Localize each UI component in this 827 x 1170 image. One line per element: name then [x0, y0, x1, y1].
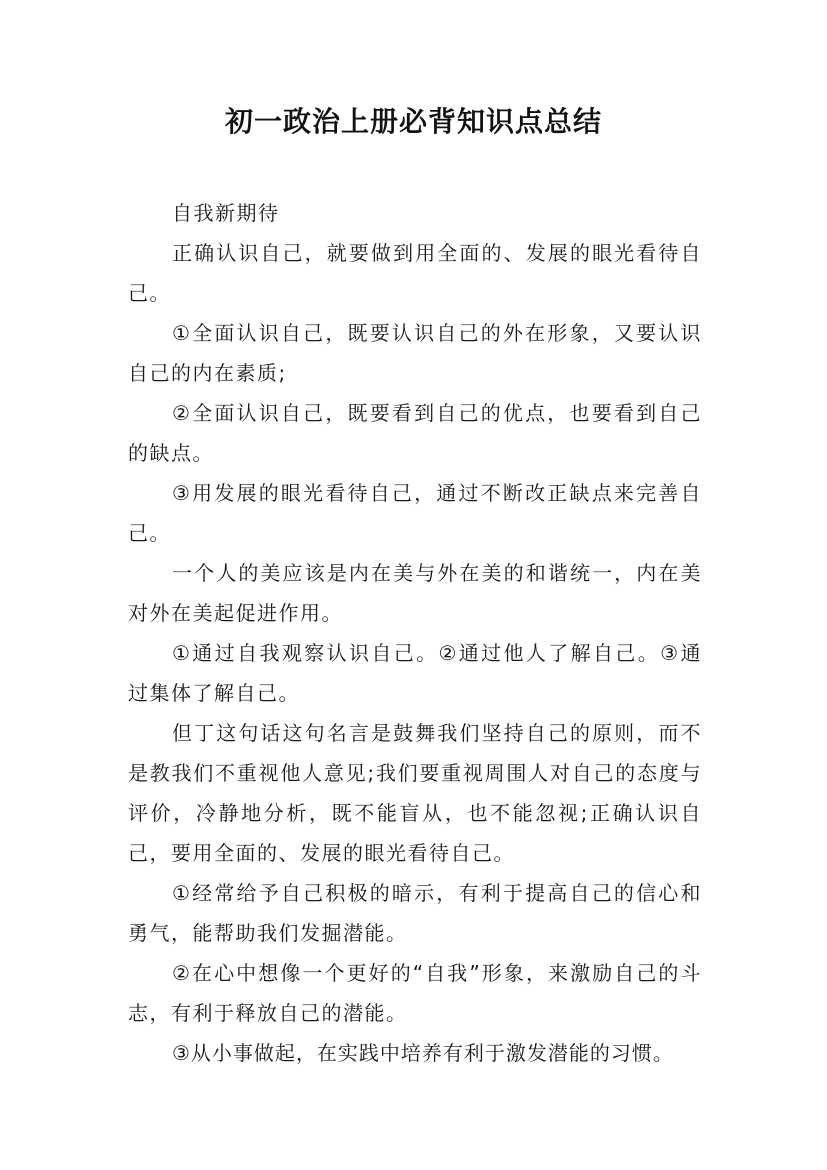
paragraph: ①通过自我观察认识自己。②通过他人了解自己。③通过集体了解自己。	[128, 641, 702, 705]
paragraph: ③从小事做起，在实践中培养有利于激发潜能的习惯。	[172, 1041, 674, 1065]
paragraph-section-heading: 自我新期待	[172, 201, 280, 225]
paragraph: ②在心中想像一个更好的“自我”形象，来激励自己的斗志，有利于释放自己的潜能。	[128, 961, 702, 1025]
paragraph: 一个人的美应该是内在美与外在美的和谐统一，内在美对外在美起促进作用。	[128, 561, 702, 625]
paragraph: ②全面认识自己，既要看到自己的优点，也要看到自己的缺点。	[128, 401, 702, 465]
paragraph: 正确认识自己，就要做到用全面的、发展的眼光看待自己。	[128, 241, 702, 305]
paragraph: ①全面认识自己，既要认识自己的外在形象，又要认识自己的内在素质;	[128, 321, 702, 385]
paragraph: ③用发展的眼光看待自己，通过不断改正缺点来完善自己。	[128, 481, 702, 545]
paragraph: ①经常给予自己积极的暗示，有利于提高自己的信心和勇气，能帮助我们发掘潜能。	[128, 881, 702, 945]
document-title: 初一政治上册必背知识点总结	[224, 105, 602, 138]
paragraph: 但丁这句话这句名言是鼓舞我们坚持自己的原则，而不是教我们不重视他人意见;我们要重视周围人对自己的态度与评价，冷静地分析，既不能盲从，也不能忽视;正确认识自己，要用全面的、发展的眼光看待自己。	[128, 721, 702, 865]
document-body	[128, 193, 702, 1073]
